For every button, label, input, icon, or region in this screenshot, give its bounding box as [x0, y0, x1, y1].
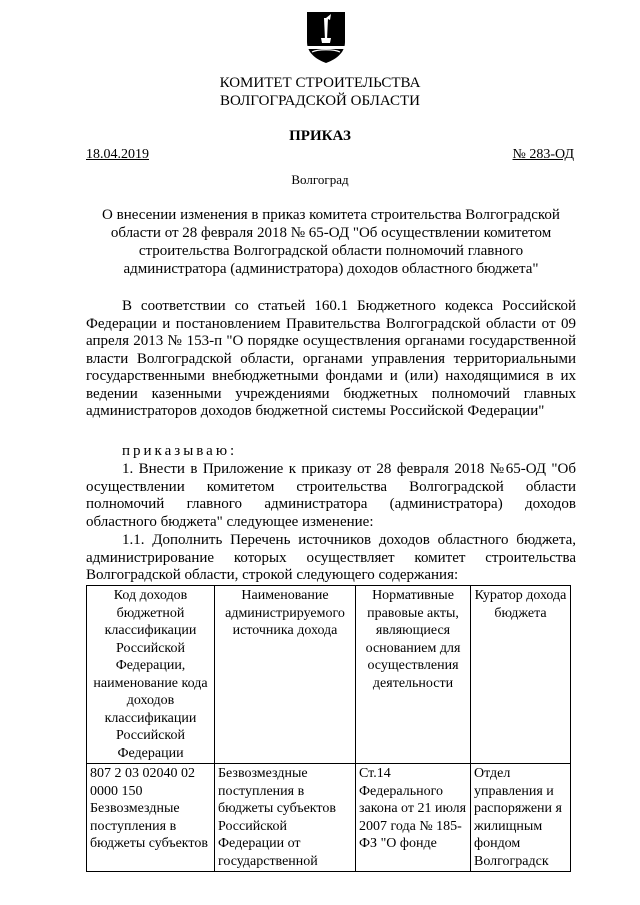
committee-line-2: ВОЛГОГРАДСКОЙ ОБЛАСТИ: [220, 93, 420, 109]
volgograd-region-emblem-icon: [304, 10, 348, 64]
order-subject: О внесении изменения в приказ комитета строительства Волгоградской области от 28 февраля 2018 № 65-ОД "Об осуществлении комитетом строительства Волгоградской области полномочий главного администратора (администратора) доходов областного бюджета": [102, 207, 560, 277]
cell-name: Безвозмездные поступления в бюджеты субъектов Российской Федерации от государственной: [215, 764, 356, 872]
paragraph-legal-basis: В соответствии со статьей 160.1 Бюджетного кодекса Российской Федерации и постановлением Правительства Волгоградской области от 09 апреля 2013 № 153-п "О порядке осуществления органами государственной власти Волгоградской области, органами управления территориальными государственными внебюджетными фондами и (или) находящимися в их ведении казенными учреждениями бюджетных полномочий главных администраторов доходов бюджетной системы Российской Федерации": [86, 298, 576, 419]
committee-name: [0, 74, 640, 110]
income-sources-table: [86, 585, 571, 872]
order-date: 18.04.2019: [86, 147, 149, 162]
item-1: 1. Внести в Приложение к приказу от 28 февраля 2018 №65-ОД "Об осуществлении комитетом строительства Волгоградской области полномочий главного администратора (администратора) доходов областного бюджета" следующее изменение:: [86, 461, 576, 530]
header-cell-curator: Куратор дохода бюджета: [471, 586, 571, 764]
order-number: № 283-ОД: [512, 147, 574, 162]
city-name: Волгоград: [291, 172, 349, 187]
cell-code: 807 2 03 02040 02 0000 150 Безвозмездные поступления в бюджеты субъектов: [87, 764, 215, 872]
order-title: ПРИКАЗ: [289, 128, 351, 144]
prikazyvayu-line: приказываю:: [122, 443, 238, 459]
table-row: [87, 764, 571, 872]
header-cell-acts: Нормативные правовые акты, являющиеся основанием для осуществления деятельности: [356, 586, 471, 764]
committee-line-1: КОМИТЕТ СТРОИТЕЛЬСТВА: [219, 75, 421, 91]
table-header-row: [87, 586, 571, 764]
header-cell-code: Код доходов бюджетной классификации Российской Федерации, наименование кода доходов классификации Российской Федерации: [87, 586, 215, 764]
item-1-1: 1.1. Дополнить Перечень источников доходов областного бюджета, администрирование которых осуществляет комитет строительства Волгоградской области, строкой следующего содержания:: [86, 532, 576, 583]
cell-acts: Ст.14 Федерального закона от 21 июля 2007 года № 185-ФЗ "О фонде: [356, 764, 471, 872]
header-cell-name: Наименование администрируемого источника дохода: [215, 586, 356, 764]
cell-curator: Отдел управления и распоряжени я жилищным фондом Волгоградск: [471, 764, 571, 872]
